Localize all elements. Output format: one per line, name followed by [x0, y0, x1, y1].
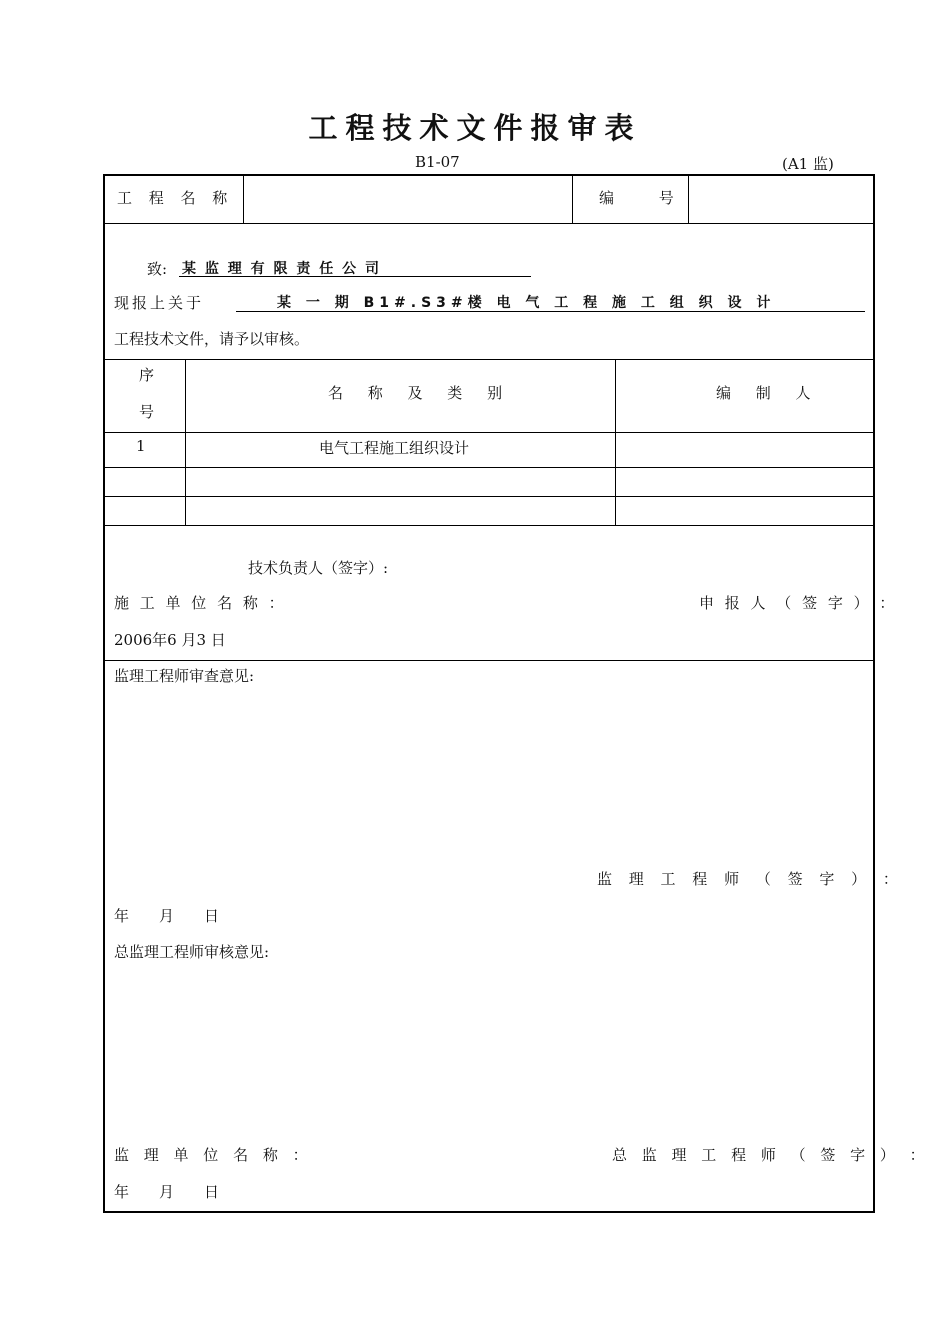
to-value: 某 监 理 有 限 责 任 公 司	[182, 261, 381, 277]
contractor-unit-label: 施 工 单 位 名 称 ：	[114, 594, 287, 612]
number-label: 编 号	[599, 189, 694, 207]
divider	[105, 359, 873, 360]
divider	[105, 223, 873, 224]
divider	[105, 432, 873, 433]
to-underline	[179, 276, 531, 277]
divider	[105, 467, 873, 468]
divider	[243, 176, 244, 223]
report-underline	[236, 311, 865, 312]
col-seq-header-2: 号	[139, 403, 155, 421]
project-name-label: 工 程 名 称	[117, 189, 234, 207]
tech-lead-label: 技术负责人（签字）:	[248, 559, 389, 577]
chief-opinion-label: 总监理工程师审核意见:	[114, 943, 270, 961]
number-field[interactable]	[700, 187, 865, 209]
form-code: B1-07	[415, 153, 460, 171]
divider	[572, 176, 573, 223]
divider	[105, 525, 873, 526]
chief-date-label: 年 月 日	[114, 1183, 220, 1201]
divider	[688, 176, 689, 223]
divider	[105, 660, 873, 661]
divider	[185, 359, 186, 525]
report-value: 某 一 期 B1#.S3#楼 电 气 工 程 施 工 组 织 设 计	[277, 295, 776, 311]
col-author-header: 编 制 人	[716, 384, 821, 402]
divider	[615, 359, 616, 525]
engineer-date-label: 年 月 日	[114, 907, 220, 925]
page-title: 工程技术文件报审表	[308, 111, 642, 145]
report-suffix: 工程技术文件，请予以审核。	[114, 330, 310, 348]
row-1-seq: 1	[136, 437, 146, 455]
form-tag: (A1 监)	[782, 155, 834, 173]
to-prefix: 致:	[147, 260, 168, 278]
supervision-unit-label: 监 理 单 位 名 称 ：	[114, 1146, 313, 1164]
col-name-header: 名 称 及 类 别	[328, 384, 513, 402]
engineer-opinion-label: 监理工程师审查意见:	[114, 667, 255, 685]
chief-signature-label: 总 监 理 工 程 师 （ 签 字 ） ：	[612, 1146, 930, 1164]
col-seq-header-1: 序	[139, 366, 155, 384]
row-1-name: 电气工程施工组织设计	[319, 439, 470, 457]
report-prefix: 现报上关于	[114, 294, 205, 312]
divider	[105, 496, 873, 497]
engineer-signature-label: 监 理 工 程 师 （ 签 字 ） ：	[597, 870, 904, 888]
form-frame	[103, 174, 930, 1213]
contractor-date: 2006年6 月3 日	[114, 631, 226, 649]
reporter-label: 申 报 人 （ 签 字 ） ：	[699, 594, 898, 612]
project-name-field[interactable]	[255, 187, 570, 209]
